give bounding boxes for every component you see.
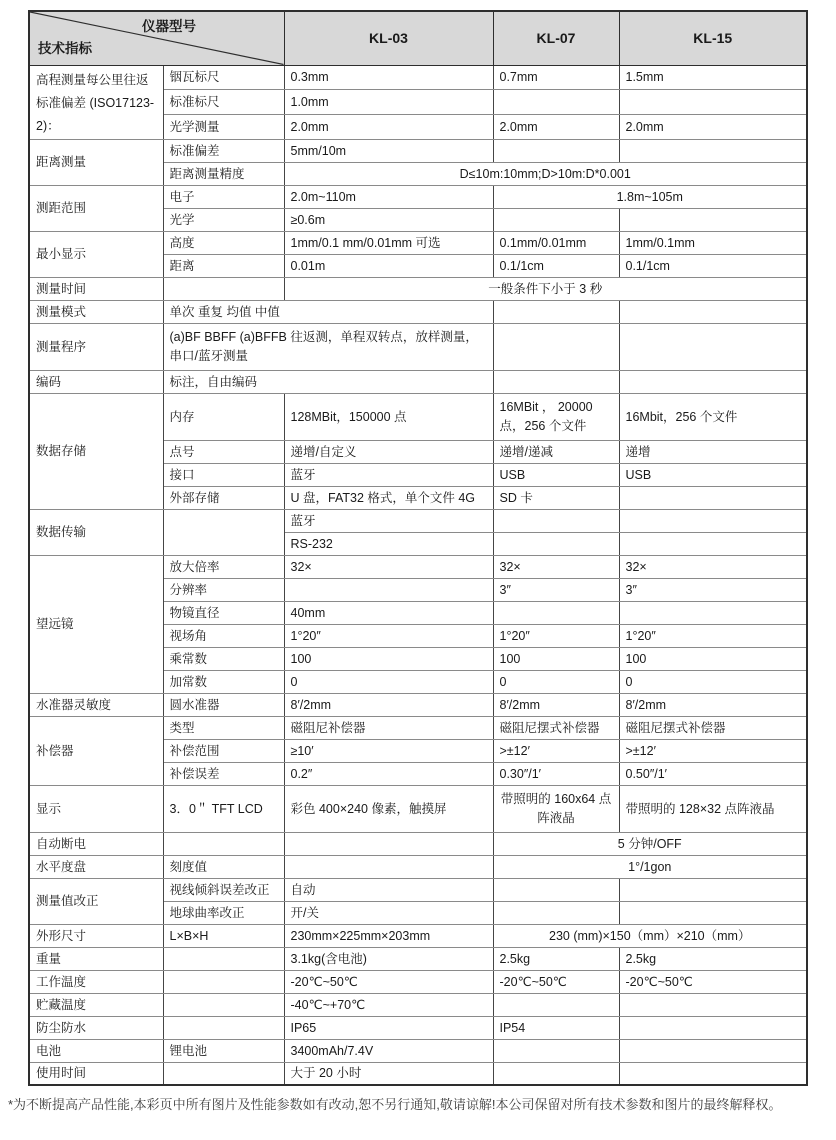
group-label: 测量程序 — [29, 323, 163, 370]
value-cell: -20℃~50℃ — [284, 970, 493, 993]
group-label: 水准器灵敏度 — [29, 693, 163, 716]
group-label: 补偿器 — [29, 716, 163, 785]
group-label: 数据存储 — [29, 393, 163, 509]
value-cell: 100 — [619, 647, 807, 670]
value-cell: 0.1/1cm — [619, 254, 807, 277]
table-row — [29, 785, 807, 832]
value-cell — [493, 139, 619, 162]
value-cell: 1mm/0.1 mm/0.01mm 可选 — [284, 231, 493, 254]
table-row — [29, 1039, 807, 1062]
value-cell — [284, 832, 493, 855]
value-cell: 递增/递减 — [493, 440, 619, 463]
value-cell — [493, 901, 619, 924]
value-cell — [619, 90, 807, 115]
value-cell: 16Mbit，256 个文件 — [619, 393, 807, 440]
column-header-kl-07: KL-07 — [493, 11, 619, 65]
value-cell: 230mm×225mm×203mm — [284, 924, 493, 947]
value-cell: RS-232 — [284, 532, 493, 555]
value-cell: 1°20″ — [493, 624, 619, 647]
value-cell: 磁阻尼摆式补偿器 — [619, 716, 807, 739]
sub-label: 地球曲率改正 — [163, 901, 284, 924]
sub-label: 标准标尺 — [163, 90, 284, 115]
group-label: 测量值改正 — [29, 878, 163, 924]
sub-label: 刻度值 — [163, 855, 284, 878]
value-cell: 2.0mm — [619, 115, 807, 140]
value-cell — [493, 1062, 619, 1085]
value-cell: -20℃~50℃ — [619, 970, 807, 993]
value-cell: 0.30″/1′ — [493, 762, 619, 785]
sub-label: 视场角 — [163, 624, 284, 647]
value-cell — [493, 532, 619, 555]
value-cell — [619, 1016, 807, 1039]
value-cell — [493, 323, 619, 370]
value-cell: 32× — [619, 555, 807, 578]
group-label: 高程测量每公里往返标准偏差 (ISO17123-2)： — [29, 65, 163, 139]
table-row — [29, 139, 807, 162]
value-cell: 0.3mm — [284, 65, 493, 90]
value-cell: 1.8m~105m — [493, 185, 807, 208]
value-cell: >±12′ — [619, 739, 807, 762]
table-row — [29, 878, 807, 901]
value-cell: 230 (mm)×150（mm）×210（mm） — [493, 924, 807, 947]
value-cell — [619, 1039, 807, 1062]
table-row — [29, 323, 807, 370]
value-cell: -20℃~50℃ — [493, 970, 619, 993]
value-cell: 5mm/10m — [284, 139, 493, 162]
value-cell: 磁阻尼补偿器 — [284, 716, 493, 739]
table-row — [29, 970, 807, 993]
value-cell: 2.5kg — [493, 947, 619, 970]
sub-label: 视线倾斜误差改正 — [163, 878, 284, 901]
sub-label: 3．0＂ TFT LCD — [163, 785, 284, 832]
value-cell — [493, 509, 619, 532]
sub-label: 光学测量 — [163, 115, 284, 140]
value-cell: 128MBit，150000 点 — [284, 393, 493, 440]
value-cell: 8′/2mm — [284, 693, 493, 716]
value-cell: 0.7mm — [493, 65, 619, 90]
sub-label — [163, 832, 284, 855]
value-cell — [493, 993, 619, 1016]
table-row — [29, 693, 807, 716]
table-row — [29, 993, 807, 1016]
table-row — [29, 832, 807, 855]
value-cell — [493, 878, 619, 901]
value-cell: IP54 — [493, 1016, 619, 1039]
table-row — [29, 277, 807, 300]
value-cell: 0.2″ — [284, 762, 493, 785]
group-label: 重量 — [29, 947, 163, 970]
sub-label: 高度 — [163, 231, 284, 254]
value-cell: 100 — [284, 647, 493, 670]
sub-label: 放大倍率 — [163, 555, 284, 578]
value-cell: 自动 — [284, 878, 493, 901]
value-cell — [619, 300, 807, 323]
value-cell: 3″ — [619, 578, 807, 601]
table-row — [29, 924, 807, 947]
value-cell: 0 — [284, 670, 493, 693]
table-row — [29, 393, 807, 440]
sub-label: 标准偏差 — [163, 139, 284, 162]
group-label: 外形尺寸 — [29, 924, 163, 947]
value-cell — [493, 370, 619, 393]
table-row — [29, 300, 807, 323]
value-cell — [493, 1039, 619, 1062]
value-cell: 递增 — [619, 440, 807, 463]
value-cell — [493, 300, 619, 323]
value-cell: 1°20″ — [284, 624, 493, 647]
value-cell: 3.1kg(含电池) — [284, 947, 493, 970]
value-cell: 1°/1gon — [493, 855, 807, 878]
value-cell: 一般条件下小于 3 秒 — [284, 277, 807, 300]
group-label: 测量模式 — [29, 300, 163, 323]
value-cell — [619, 532, 807, 555]
value-cell: 1.5mm — [619, 65, 807, 90]
value-cell — [493, 208, 619, 231]
sub-label — [163, 970, 284, 993]
table-row — [29, 231, 807, 254]
table-row — [29, 947, 807, 970]
sub-label: 点号 — [163, 440, 284, 463]
corner-label-spec: 技术指标 — [38, 41, 92, 57]
value-cell: SD 卡 — [493, 486, 619, 509]
sub-label: 分辨率 — [163, 578, 284, 601]
value-cell: 蓝牙 — [284, 509, 493, 532]
value-cell — [619, 509, 807, 532]
sub-label: L×B×H — [163, 924, 284, 947]
value-cell: 2.0mm — [284, 115, 493, 140]
value-cell: ≥0.6m — [284, 208, 493, 231]
spec-table-body — [29, 65, 807, 1085]
value-cell: 100 — [493, 647, 619, 670]
value-cell — [493, 601, 619, 624]
value-cell: USB — [493, 463, 619, 486]
value-cell: 带照明的 128×32 点阵液晶 — [619, 785, 807, 832]
table-row — [29, 370, 807, 393]
group-label: 显示 — [29, 785, 163, 832]
value-cell: 0 — [619, 670, 807, 693]
value-cell: 0.01m — [284, 254, 493, 277]
value-cell: 递增/自定义 — [284, 440, 493, 463]
group-label: 贮藏温度 — [29, 993, 163, 1016]
sub-label — [163, 1016, 284, 1039]
value-cell: 0.1/1cm — [493, 254, 619, 277]
sub-label: 距离 — [163, 254, 284, 277]
value-cell: 2.0mm — [493, 115, 619, 140]
sub-label — [163, 277, 284, 300]
table-row — [29, 509, 807, 532]
value-cell — [619, 1062, 807, 1085]
value-cell: 开/关 — [284, 901, 493, 924]
value-cell: 标注，自由编码 — [163, 370, 493, 393]
value-cell: (a)BF BBFF (a)BFFB 往返测，单程双转点，放样测量，串口/蓝牙测量 — [163, 323, 493, 370]
value-cell: >±12′ — [493, 739, 619, 762]
value-cell: 3″ — [493, 578, 619, 601]
value-cell: 5 分钟/OFF — [493, 832, 807, 855]
value-cell: IP65 — [284, 1016, 493, 1039]
sub-label: 接口 — [163, 463, 284, 486]
value-cell: U 盘，FAT32 格式，单个文件 4G — [284, 486, 493, 509]
sub-label: 圆水准器 — [163, 693, 284, 716]
value-cell: 2.0m~110m — [284, 185, 493, 208]
value-cell: 2.5kg — [619, 947, 807, 970]
value-cell — [619, 370, 807, 393]
value-cell: 40mm — [284, 601, 493, 624]
sub-label: 外部存储 — [163, 486, 284, 509]
value-cell: -40℃~+70℃ — [284, 993, 493, 1016]
group-label: 工作温度 — [29, 970, 163, 993]
sub-label — [163, 947, 284, 970]
value-cell: 1.0mm — [284, 90, 493, 115]
value-cell: USB — [619, 463, 807, 486]
group-label: 编码 — [29, 370, 163, 393]
value-cell: 0.50″/1′ — [619, 762, 807, 785]
value-cell: 0 — [493, 670, 619, 693]
column-header-kl-15: KL-15 — [619, 11, 807, 65]
group-label: 测距范围 — [29, 185, 163, 231]
table-row — [29, 555, 807, 578]
group-label: 距离测量 — [29, 139, 163, 185]
header-row — [29, 11, 807, 65]
value-cell: 磁阻尼摆式补偿器 — [493, 716, 619, 739]
value-cell — [619, 323, 807, 370]
table-row — [29, 1016, 807, 1039]
corner-label-model: 仪器型号 — [142, 19, 196, 34]
sub-label: 铟瓦标尺 — [163, 65, 284, 90]
sub-label: 乘常数 — [163, 647, 284, 670]
value-cell — [619, 901, 807, 924]
value-cell: 彩色 400×240 像素，触摸屏 — [284, 785, 493, 832]
value-cell: 蓝牙 — [284, 463, 493, 486]
sub-label: 内存 — [163, 393, 284, 440]
value-cell — [493, 90, 619, 115]
group-label: 最小显示 — [29, 231, 163, 277]
sub-label: 锂电池 — [163, 1039, 284, 1062]
sub-label — [163, 993, 284, 1016]
value-cell — [619, 878, 807, 901]
value-cell — [284, 855, 493, 878]
value-cell: 32× — [284, 555, 493, 578]
sub-label — [163, 509, 284, 555]
value-cell: D≤10m:10mm;D>10m:D*0.001 — [284, 162, 807, 185]
group-label: 使用时间 — [29, 1062, 163, 1085]
group-label: 数据传输 — [29, 509, 163, 555]
group-label: 防尘防水 — [29, 1016, 163, 1039]
table-row — [29, 185, 807, 208]
value-cell: 1°20″ — [619, 624, 807, 647]
value-cell — [619, 993, 807, 1016]
value-cell: 16MBit ， 20000 点，256 个文件 — [493, 393, 619, 440]
value-cell — [619, 601, 807, 624]
value-cell: 8′/2mm — [493, 693, 619, 716]
value-cell: 单次 重复 均值 中值 — [163, 300, 493, 323]
value-cell — [619, 139, 807, 162]
group-label: 望远镜 — [29, 555, 163, 693]
spec-table — [28, 10, 808, 1086]
sub-label — [163, 1062, 284, 1085]
value-cell: 1mm/0.1mm — [619, 231, 807, 254]
group-label: 自动断电 — [29, 832, 163, 855]
value-cell: 0.1mm/0.01mm — [493, 231, 619, 254]
sub-label: 补偿范围 — [163, 739, 284, 762]
group-label: 水平度盘 — [29, 855, 163, 878]
group-label: 电池 — [29, 1039, 163, 1062]
sub-label: 距离测量精度 — [163, 162, 284, 185]
sub-label: 补偿误差 — [163, 762, 284, 785]
table-row — [29, 716, 807, 739]
value-cell: 大于 20 小时 — [284, 1062, 493, 1085]
value-cell: 带照明的 160x64 点阵液晶 — [493, 785, 619, 832]
footnote: *为不断提高产品性能,本彩页中所有图片及性能参数如有改动,恕不另行通知,敬请谅解!本公司保留对所有技术参数和图片的最终解释权。 — [8, 1097, 782, 1113]
value-cell: 3400mAh/7.4V — [284, 1039, 493, 1062]
column-header-kl-03: KL-03 — [284, 11, 493, 65]
value-cell — [619, 208, 807, 231]
table-row — [29, 65, 807, 90]
value-cell: 8′/2mm — [619, 693, 807, 716]
diagonal-corner-cell — [29, 11, 284, 65]
sub-label: 类型 — [163, 716, 284, 739]
value-cell: ≥10′ — [284, 739, 493, 762]
sub-label: 物镜直径 — [163, 601, 284, 624]
sub-label: 光学 — [163, 208, 284, 231]
table-row — [29, 855, 807, 878]
table-row — [29, 1062, 807, 1085]
value-cell — [619, 486, 807, 509]
value-cell: 32× — [493, 555, 619, 578]
sub-label: 电子 — [163, 185, 284, 208]
value-cell — [284, 578, 493, 601]
sub-label: 加常数 — [163, 670, 284, 693]
group-label: 测量时间 — [29, 277, 163, 300]
